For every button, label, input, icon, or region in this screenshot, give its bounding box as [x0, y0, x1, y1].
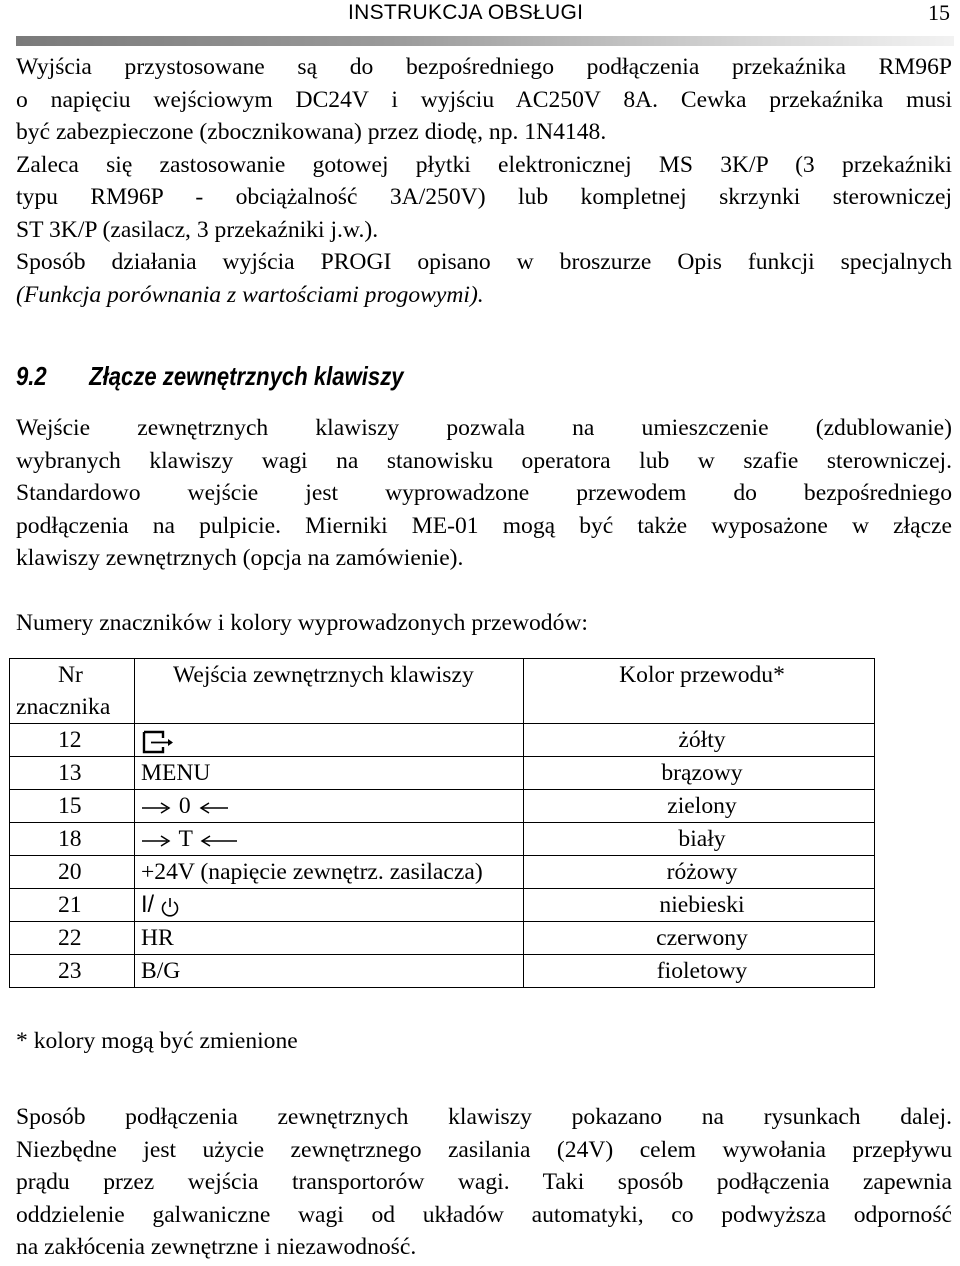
text-line: prądu przez wejścia transportorów wagi. Taki sposób podłączenia zapewnia [16, 1169, 952, 1195]
text-line: podłączenia na pulpicie. Mierniki ME-01 mogą być także wyposażone w złącze [16, 512, 952, 539]
table-row [10, 757, 875, 790]
row-nr: 21 [10, 889, 135, 922]
row-nr: 22 [10, 922, 135, 955]
row-nr: 23 [10, 955, 135, 988]
header-divider [16, 36, 954, 46]
header-nr-line2: znacznika [16, 694, 111, 720]
intro-paragraph [16, 51, 952, 311]
row-color: niebieski [524, 889, 875, 922]
table-row [10, 790, 875, 823]
table-intro [16, 607, 952, 640]
color-footnote: * kolory mogą być zmienione [16, 1028, 298, 1054]
text-line: Sposób działania wyjścia PROGI opisano w broszurze Opis funkcji specjalnych [16, 249, 952, 275]
text-line: Numery znaczników i kolory wyprowadzonych przewodów: [16, 610, 588, 636]
table-row [10, 955, 875, 988]
row-color: żółty [524, 724, 875, 757]
arrow-right-icon [141, 793, 179, 819]
table-row [10, 889, 875, 922]
row-key: MENU [135, 757, 524, 790]
header-keys: Wejścia zewnętrznych klawiszy [135, 659, 524, 724]
text-line: ST 3K/P (zasilacz, 3 przekaźniki j.w.). [16, 216, 379, 243]
row-nr: 18 [10, 823, 135, 856]
section-heading [16, 358, 404, 394]
arrow-right-icon [141, 826, 178, 852]
arrow-left-icon [191, 793, 229, 819]
text-line: Zaleca się zastosowanie gotowej płytki elektronicznej MS 3K/P (3 przekaźniki [16, 151, 952, 178]
row-nr: 12 [10, 724, 135, 757]
power-icon [154, 892, 180, 918]
row-color: brązowy [524, 757, 875, 790]
text-line: o napięciu wejściowym DC24V i wyjściu AC250V 8A. Cewka przekaźnika musi [16, 86, 952, 113]
running-header-title: INSTRUKCJA OBSŁUGI [348, 1, 584, 24]
row-key [135, 724, 524, 757]
text-line: być zabezpieczone (zbocznikowana) przez diodę, np. 1N4148. [16, 119, 607, 145]
text-line: klawiszy zewnętrznych (opcja na zamówienie). [16, 545, 464, 571]
row-key [135, 790, 524, 823]
connection-paragraph [16, 1101, 952, 1264]
row-color: zielony [524, 790, 875, 823]
row-color: biały [524, 823, 875, 856]
header-nr [10, 659, 135, 724]
row-color: czerwony [524, 922, 875, 955]
row-nr: 15 [10, 790, 135, 823]
print-enter-icon [141, 727, 177, 753]
row-key-text: 0 [178, 793, 191, 819]
row-key: +24V (napięcie zewnętrz. zasilacza) [135, 856, 524, 889]
page-number: 15 [928, 0, 950, 25]
section-title: Złącze zewnętrznych klawiszy [89, 361, 404, 391]
text-line-italic: (Funkcja porównania z wartościami progowymi). [16, 281, 484, 308]
description-paragraph [16, 412, 952, 575]
text-line: Wyjścia przystosowane są do bezpośredniego podłączenia przekaźnika RM96P [16, 54, 952, 80]
section-number: 9.2 [16, 361, 47, 391]
wire-color-table [9, 658, 875, 988]
row-key [135, 823, 524, 856]
table-row [10, 922, 875, 955]
row-nr: 13 [10, 757, 135, 790]
text-line: Standardowo wejście jest wyprowadzone przewodem do bezpośredniego [16, 480, 952, 506]
text-line: Niezbędne jest użycie zewnętrznego zasilania (24V) celem wywołania przepływu [16, 1136, 952, 1163]
arrow-left-icon [192, 826, 238, 852]
row-key: B/G [135, 955, 524, 988]
row-key [135, 889, 524, 922]
text-line: wybranych klawiszy wagi na stanowisku operatora lub w szafie sterowniczej. [16, 447, 952, 474]
table-row [10, 724, 875, 757]
row-key: HR [135, 922, 524, 955]
text-line: Sposób podłączenia zewnętrznych klawiszy pokazano na rysunkach dalej. [16, 1104, 952, 1130]
row-nr: 20 [10, 856, 135, 889]
row-key-text: T [178, 826, 193, 852]
table-header-row [10, 659, 875, 724]
row-color: różowy [524, 856, 875, 889]
header-color: Kolor przewodu* [524, 659, 875, 724]
text-line: typu RM96P - obciążalność 3A/250V) lub kompletnej skrzynki sterowniczej [16, 184, 952, 210]
text-line: na zakłócenia zewnętrzne i niezawodność. [16, 1234, 417, 1260]
row-color: fioletowy [524, 955, 875, 988]
text-line: Wejście zewnętrznych klawiszy pozwala na umieszczenie (zdublowanie) [16, 415, 952, 441]
row-key-text: I/ [141, 892, 155, 918]
text-line: oddzielenie galwaniczne wagi od układów automatyki, co podwyższa odporność [16, 1201, 952, 1228]
table-row [10, 823, 875, 856]
table-row [10, 856, 875, 889]
header-nr-line1: Nr [58, 662, 83, 688]
